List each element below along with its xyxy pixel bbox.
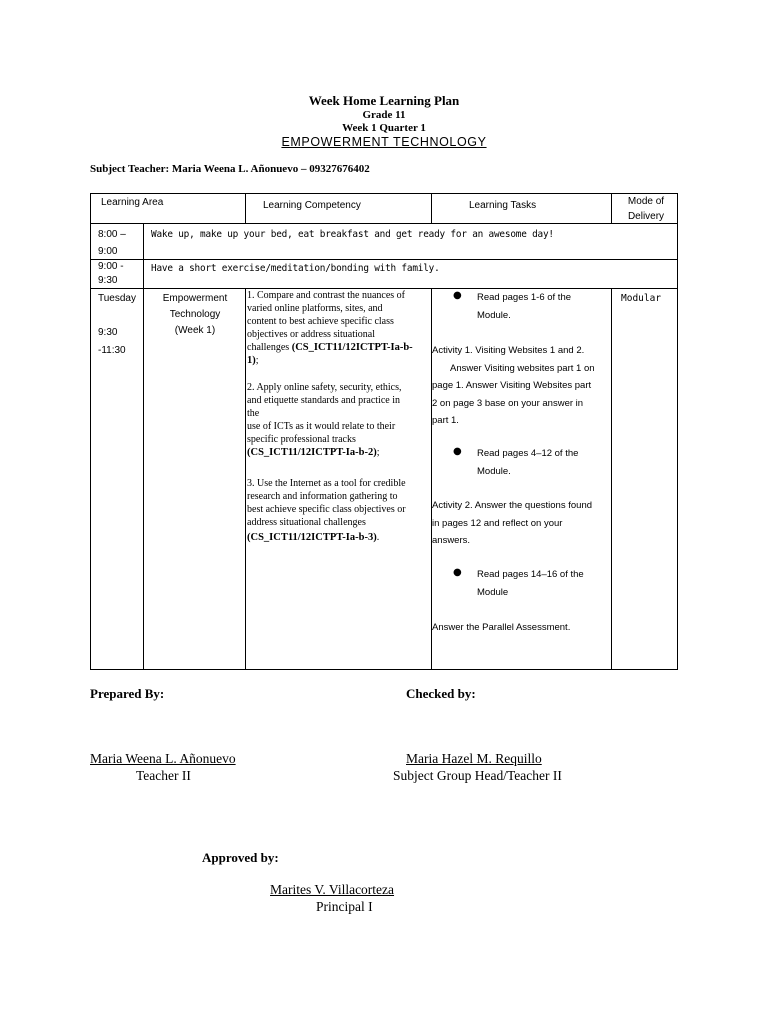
activity-2-line3: answers. [432, 535, 471, 546]
parallel-assessment: Answer the Parallel Assessment. [432, 622, 571, 633]
approved-by-name: Marites V. Villacorteza [270, 882, 395, 897]
checked-by-title: Subject Group Head/Teacher II [393, 768, 562, 783]
activity-1-line1: Activity 1. Visiting Websites 1 and 2. [432, 345, 585, 356]
competency-1-code-line2 [247, 354, 431, 367]
header-learning-tasks: Learning Tasks [469, 200, 537, 211]
row3-learning-area [144, 291, 246, 339]
task-2-line1: Read pages 4–12 of the [477, 448, 579, 459]
activity-2-line1: Activity 2. Answer the questions found [432, 500, 593, 511]
row2-activity: Have a short exercise/meditation/bonding with family. [151, 263, 440, 274]
competency-3-code-line [247, 531, 431, 544]
competency-line: and etiquette standards and practice in [247, 395, 400, 406]
week-quarter-label: Week 1 Quarter 1 [342, 122, 426, 134]
task-3-line2: Module [477, 586, 509, 598]
task-3-line1: Read pages 14–16 of the [477, 569, 584, 580]
bullet-icon: ● [453, 446, 462, 457]
learning-plan-table [90, 193, 678, 670]
activity-1-line4: 2 on page 3 base on your answer in [432, 397, 584, 409]
learning-area-line3: (Week 1) [174, 325, 216, 336]
table-col-divider [245, 194, 246, 223]
row3-day: Tuesday [98, 293, 136, 304]
header-learning-competency: Learning Competency [263, 200, 361, 211]
table-col-divider [611, 194, 612, 223]
competency-1-text [247, 289, 431, 341]
document-title: Week Home Learning Plan [308, 93, 460, 108]
activity-2 [432, 497, 614, 550]
prepared-by-label: Prepared By: [90, 686, 165, 701]
competency-line: objectives or address situational [247, 329, 376, 340]
bullet-icon: ● [453, 567, 462, 578]
task-1 [477, 289, 571, 324]
competency-line: 3. Use the Internet as a tool for credible [247, 478, 406, 489]
competency-1-code: (CS_ICT11/12ICTPT-Ia-b- [291, 342, 413, 353]
competency-3-text [247, 477, 431, 529]
competency-line: varied online platforms, sites, and [247, 303, 383, 314]
table-col-divider [143, 223, 144, 669]
competency-2-end: ; [376, 447, 380, 458]
approved-by-label: Approved by: [202, 850, 279, 865]
row1-activity: Wake up, make up your bed, eat breakfast and get ready for an awesome day! [151, 229, 554, 240]
row2-time-end: 9:30 [98, 275, 118, 286]
activity-1 [432, 342, 614, 430]
competency-2-code: (CS_ICT11/12ICTPT-Ia-b-2) [247, 447, 377, 458]
competency-1-pre: challenges [247, 342, 292, 353]
checked-by-name: Maria Hazel M. Requillo [406, 751, 542, 766]
approved-by-title: Principal I [316, 899, 373, 914]
prepared-by-title: Teacher II [136, 768, 191, 783]
competency-3-end: . [376, 532, 380, 543]
table-col-divider [431, 194, 432, 223]
subject-title: EMPOWERMENT TECHNOLOGY [281, 135, 487, 149]
grade-label: Grade 11 [362, 109, 406, 121]
row3-time-end: -11:30 [98, 345, 126, 356]
task-2-line2: Module. [477, 465, 511, 477]
task-1-line1: Read pages 1-6 of the [477, 292, 572, 303]
row1-time-end: 9:00 [98, 246, 118, 257]
competency-line: best achieve specific class objectives or [247, 504, 406, 515]
competency-line: address situational challenges [247, 517, 366, 528]
competency-line: use of ICTs as it would relate to their [247, 421, 396, 432]
prepared-by-name: Maria Weena L. Añonuevo [90, 751, 236, 766]
learning-area-line1: Empowerment [162, 293, 228, 304]
competency-line: 1. Compare and contrast the nuances of [247, 290, 406, 301]
competency-2 [247, 381, 431, 459]
competency-1-code-line [247, 341, 431, 354]
mode-of-delivery: Modular [621, 293, 662, 304]
bullet-icon: ● [453, 290, 462, 301]
competency-3-code: (CS_ICT11/12ICTPT-Ia-b-3) [247, 532, 377, 543]
table-col-divider [245, 288, 246, 669]
competency-1 [247, 289, 431, 367]
table-row-divider [91, 223, 677, 224]
learning-area-line2: Technology [169, 309, 221, 320]
competency-line: 2. Apply online safety, security, ethics, [247, 382, 402, 393]
competency-2-code-line [247, 446, 431, 459]
competency-line: the [247, 408, 260, 419]
competency-line: research and information gathering to [247, 491, 398, 502]
task-3 [477, 566, 584, 601]
task-2 [477, 445, 578, 480]
competency-line: content to best achieve specific class [247, 316, 394, 327]
header-learning-area: Learning Area [101, 197, 164, 208]
header-mode-line2: Delivery [627, 211, 665, 222]
competency-2-text [247, 381, 431, 446]
header-mode-of-delivery [621, 194, 671, 224]
checked-by-label: Checked by: [406, 686, 476, 701]
competency-line: specific professional tracks [247, 434, 356, 445]
activity-1-line2: Answer Visiting websites part 1 on [450, 362, 595, 374]
activity-1-line5: part 1. [432, 415, 459, 426]
header-mode-line1: Mode of [627, 196, 665, 207]
competency-1-code2: 1) [247, 355, 256, 366]
activity-2-line2: in pages 12 and reflect on your [432, 517, 563, 529]
competency-1-end: ; [255, 355, 259, 366]
row3-time-start: 9:30 [98, 327, 118, 338]
row1-time-start: 8:00 – [98, 229, 126, 240]
activity-1-line3: page 1. Answer Visiting Websites part [432, 380, 592, 391]
row2-time-start: 9:00 - [98, 261, 124, 272]
task-1-line2: Module. [477, 309, 511, 321]
subject-teacher-line: Subject Teacher: Maria Weena L. Añonuevo – 09327676402 [90, 163, 370, 175]
competency-3 [247, 477, 431, 544]
